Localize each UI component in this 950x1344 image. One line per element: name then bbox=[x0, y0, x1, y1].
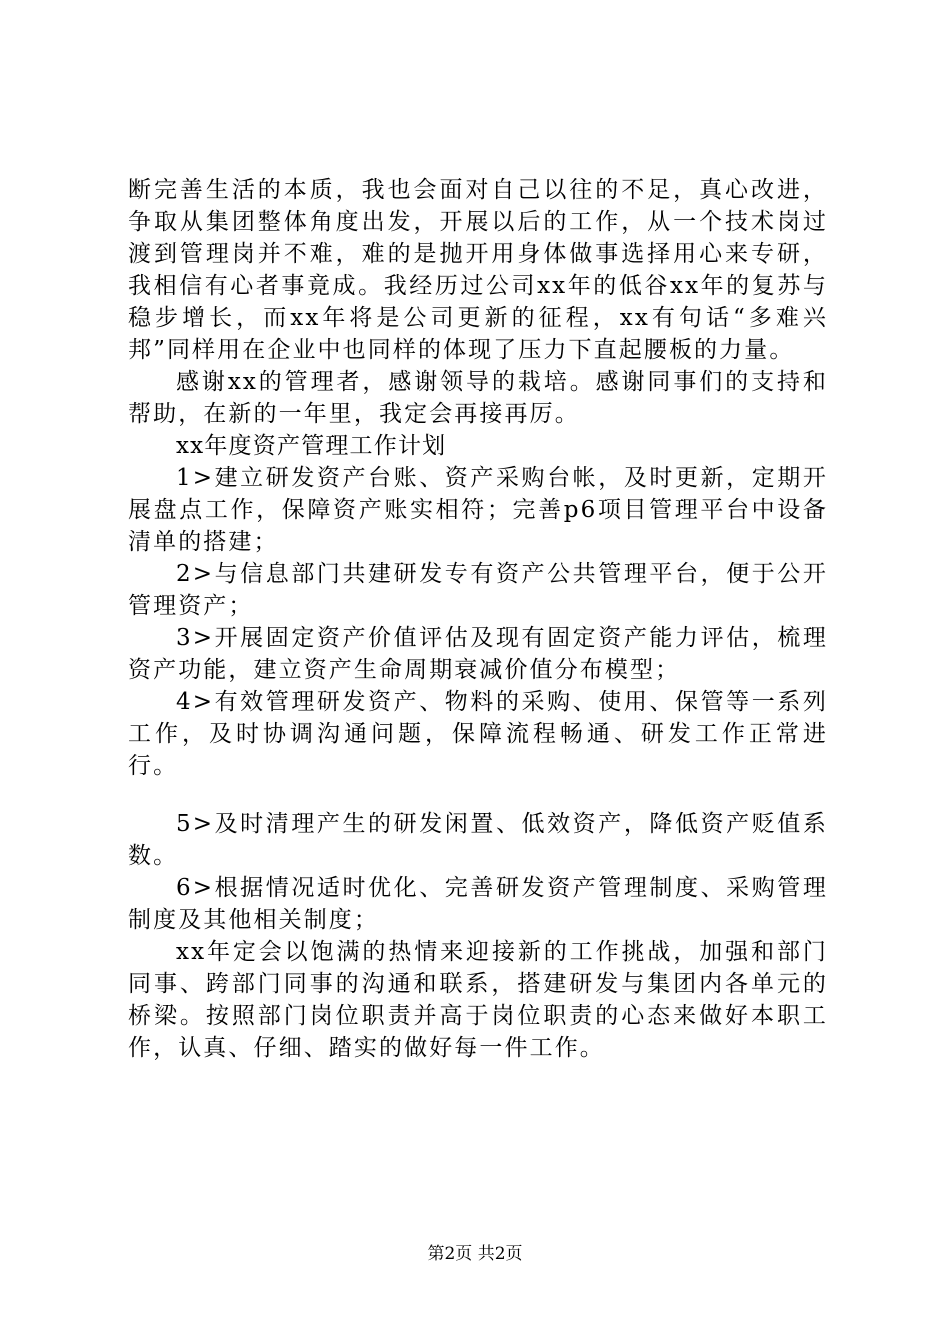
plan-item-1: 1>建立研发资产台账、资产采购台帐，及时更新，定期开展盘点工作，保障资产账实相符；完善p6项目管理平台中设备清单的搭建； bbox=[128, 465, 828, 555]
plan-item-2: 2>与信息部门共建研发专有资产公共管理平台，便于公开管理资产； bbox=[128, 561, 828, 619]
plan-item-5: 5>及时清理产生的研发闲置、低效资产，降低资产贬值系数。 bbox=[128, 811, 828, 869]
plan-item-4: 4>有效管理研发资产、物料的采购、使用、保管等一系列工作，及时协调沟通问题，保障流程畅通、研发工作正常进行。 bbox=[128, 689, 828, 779]
paragraph-continuation: 断完善生活的本质，我也会面对自己以往的不足，真心改进，争取从集团整体角度出发，开展以后的工作，从一个技术岗过渡到管理岗并不难，难的是抛开用身体做事选择用心来专研，我相信有心者事竟成。我经历过公司xx年的低谷xx年的复苏与稳步增长，而xx年将是公司更新的征程，xx有句话“多难兴邦”同样用在企业中也同样的体现了压力下直起腰板的力量。 bbox=[128, 177, 828, 363]
document-body bbox=[128, 174, 828, 1064]
plan-item-3: 3>开展固定资产价值评估及现有固定资产能力评估，梳理资产功能，建立资产生命周期衰减价值分布模型； bbox=[128, 625, 828, 683]
paragraph-closing: xx年定会以饱满的热情来迎接新的工作挑战，加强和部门同事、跨部门同事的沟通和联系，搭建研发与集团内各单元的桥梁。按照部门岗位职责并高于岗位职责的心态来做好本职工作，认真、仔细、踏实的做好每一件工作。 bbox=[128, 939, 828, 1061]
paragraph-thanks: 感谢xx的管理者，感谢领导的栽培。感谢同事们的支持和帮助，在新的一年里，我定会再接再厉。 bbox=[128, 369, 828, 427]
plan-item-6: 6>根据情况适时优化、完善研发资产管理制度、采购管理制度及其他相关制度； bbox=[128, 875, 828, 933]
section-heading-asset-plan: xx年度资产管理工作计划 bbox=[176, 433, 447, 459]
page-number-footer: 第2页 共2页 bbox=[427, 1244, 523, 1264]
